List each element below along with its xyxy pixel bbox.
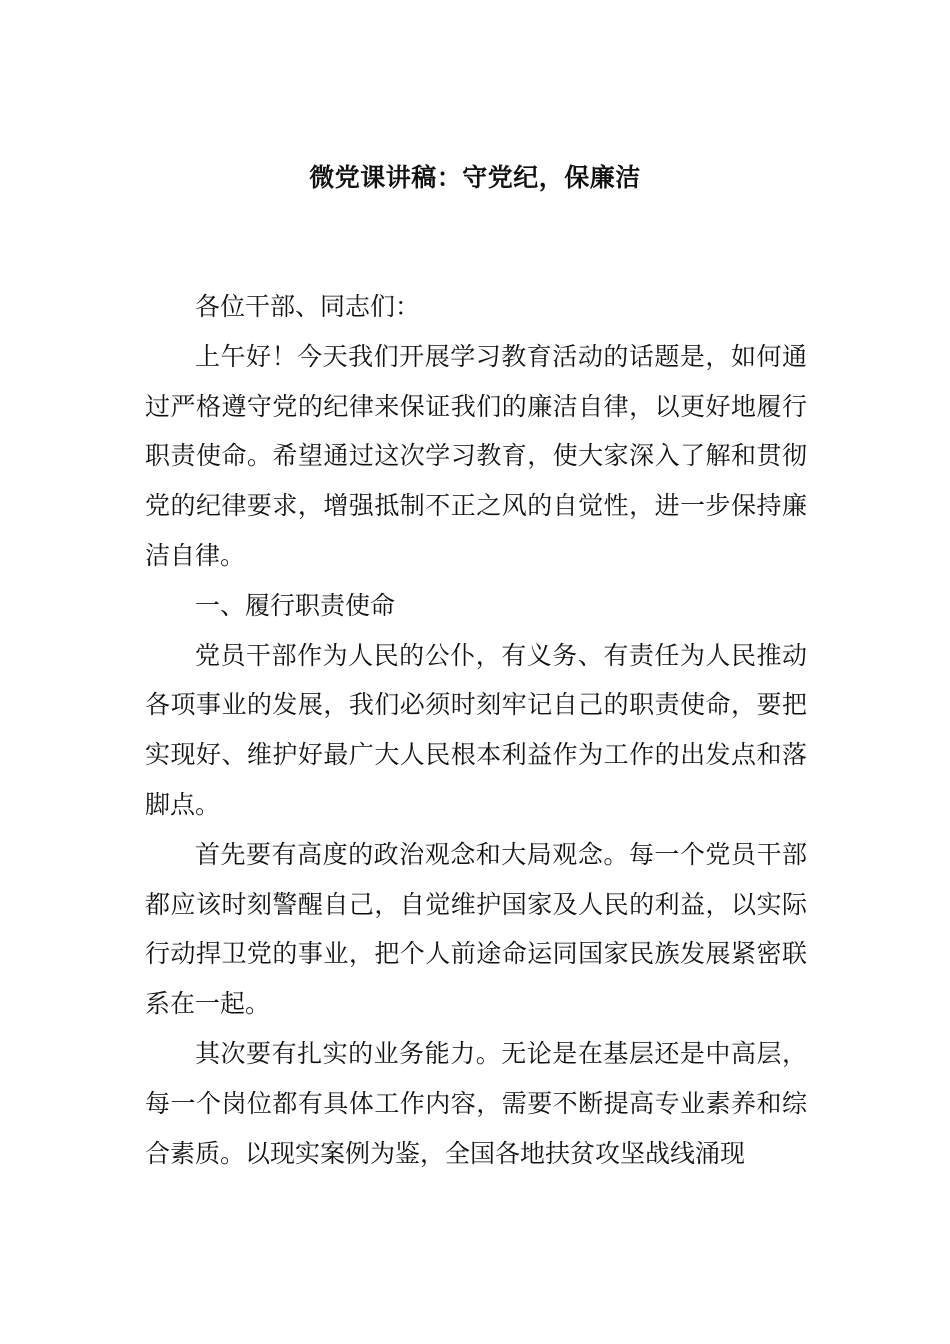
page-title: 微党课讲稿：守党纪，保廉洁 [309,163,641,192]
body-paragraph: 其次要有扎实的业务能力。无论是在基层还是中高层，每一个岗位都有具体工作内容，需要不断提高专业素养和综合素质。以现实案例为鉴，全国各地扶贫攻坚战线涌现 [145,1038,807,1168]
body-paragraph: 上午好！今天我们开展学习教育活动的话题是，如何通过严格遵守党的纪律来保证我们的廉洁自律，以更好地履行职责使命。希望通过这次学习教育，使大家深入了解和贯彻党的纪律要求，增强抵制不正之风的自觉性，进一步保持廉洁自律。 [145,341,807,570]
document-body [145,282,807,1178]
body-paragraph: 党员干部作为人民的公仆，有义务、有责任为人民推动各项事业的发展，我们必须时刻牢记自己的职责使命，要把实现好、维护好最广大人民根本利益作为工作的出发点和落脚点。 [145,640,807,819]
section-heading: 一、履行职责使命 [195,590,396,620]
body-paragraph: 首先要有高度的政治观念和大局观念。每一个党员干部都应该时刻警醒自己，自觉维护国家及人民的利益，以实际行动捍卫党的事业，把个人前途命运同国家民族发展紧密联系在一起。 [145,839,807,1019]
greeting-paragraph: 各位干部、同志们： [195,292,421,321]
